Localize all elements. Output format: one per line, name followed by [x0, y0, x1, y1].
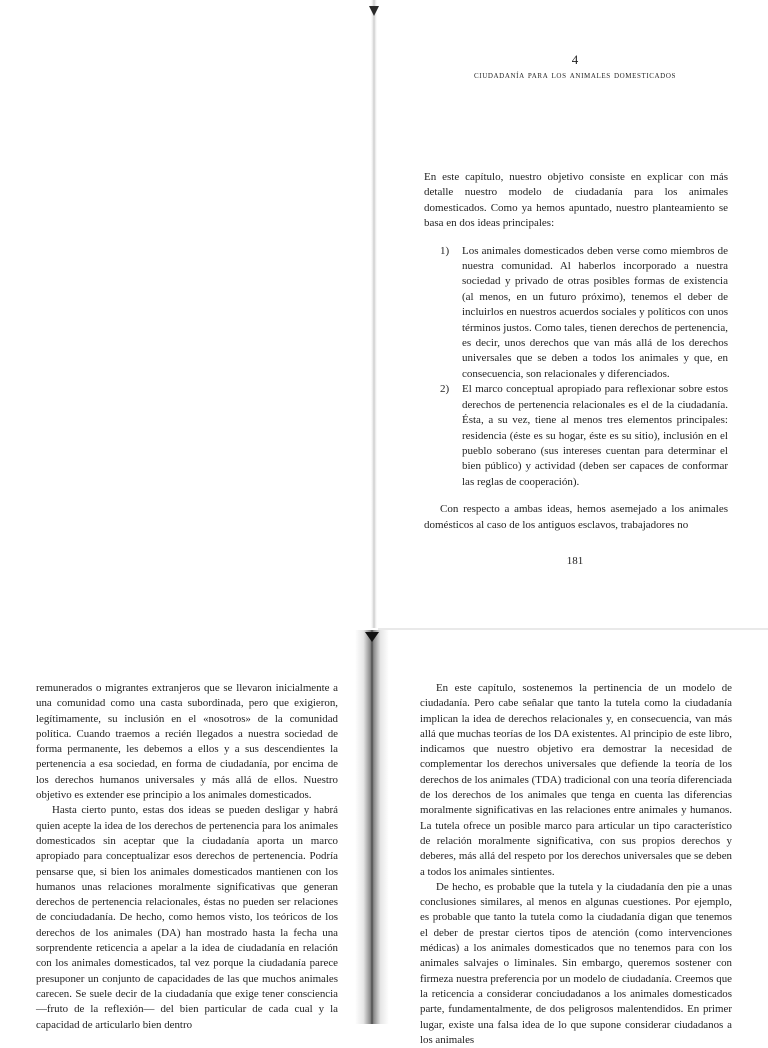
- bottom-right-page: [420, 681, 732, 1048]
- scan-page-break: [378, 628, 768, 630]
- ideas-list: [424, 244, 728, 491]
- paragraph: De hecho, es probable que la tutela y la ciudadanía den pie a unas conclusiones similares, al menos en algunas cuestiones. Por ejemplo, es probable que tanto la tutela como la ciudadanía digan que tenemos el deber de prestar ciertos tipos de atención (como intervenciones médicas) a los animales domesticados que no tenemos para con los animales salvajes o liminales. Sin embargo, queremos sostener con firmeza nuestra preferencia por un modelo de ciudadanía. Creemos que la reticencia a considerar conciudadanos a los animales domesticados parte, fundamentalmente, de dos peligrosos malentendidos. En primer lugar, existe una falsa idea de lo que supone considerar ciudadanos a los animales: [420, 880, 732, 1046]
- page-number: 181: [566, 555, 584, 567]
- closing-paragraph: Con respecto a ambas ideas, hemos asemejado a los animales domésticos al caso de los antiguos esclavos, trabajadores no: [424, 503, 728, 531]
- bottom-left-page: [36, 681, 338, 1033]
- list-item-text: El marco conceptual apropiado para reflexionar sobre estos derechos de pertenencia relacionales es el de la ciudadanía. Ésta, a su vez, tiene al menos tres elementos principales: residencia (éste es su hogar, éste es su sitio), inclusión en el pueblo soberano (sus intereses cuentan para determinar el bien público) y actividad (deben ser capaces de conformar las reglas de cooperación).: [462, 383, 728, 488]
- list-item: [440, 382, 728, 490]
- list-item: [440, 244, 728, 383]
- book-gutter-top: [371, 0, 377, 628]
- book-gutter-bottom: [355, 630, 389, 1024]
- list-item-number: 2): [440, 383, 450, 396]
- list-item-text: Los animales domesticados deben verse como miembros de nuestra comunidad. Al haberlos incorporado a nuestra sociedad y privado de otras posibles formas de existencia (al menos, en un futuro próximo), tenemos el deber de incluirlos en nuestros acuerdos sociales y políticos con unos términos justos. Como tales, tienen derechos de pertenencia, es decir, unos derechos que van más allá de los derechos universales que se deben a todos los animales y que, en consecuencia, son relacionales y diferenciados.: [462, 244, 728, 380]
- chapter-title: ciudadanía para los animales domesticados: [474, 70, 676, 81]
- list-item-number: 1): [440, 244, 450, 257]
- paragraph: remunerados o migrantes extranjeros que se llevaron inicialmente a una comunidad como una casta subordinada, pero que exigieron, legítimamente, su inclusión en el «nosotros» de la comunidad política. Cuando traemos a recién llegados a nuestra sociedad de forma permanente, les debemos a ellos y a sus descendientes la pertenencia a esa sociedad, en forma de ciudadanía, por encima de los derechos humanos universales y más allá de ellos. Nuestro objetivo es extender ese principio a los animales domesticados.: [36, 682, 338, 802]
- paragraph: En este capítulo, sostenemos la pertinencia de un modelo de ciudadanía. Pero cabe señalar que tanto la tutela como la ciudadanía implican la idea de derechos relacionales y, en consecuencia, van más allá que muchas teorías de los DA existentes. Al principio de este libro, indicamos que nuestro objetivo era demostrar la necesidad de complementar los derechos universales que defiende la teoría de los derechos de los animales (TDA) tradicional con una teoría diferenciada de los derechos de los animales que tenga en cuenta las diferencias moralmente significativas en las relaciones entre animales y humanos. La tutela ofrece un posible marco para articular un tipo característico de relación moralmente significativa, con sus propios derechos y deberes, más allá del respeto por los derechos universales que se deben a todos los animales sintientes.: [420, 682, 732, 878]
- top-page-body: [424, 170, 728, 533]
- intro-paragraph: En este capítulo, nuestro objetivo consiste en explicar con más detalle nuestro modelo de ciudadanía para los animales domesticados. Como ya hemos apuntado, nuestro planteamiento se basa en dos ideas principales:: [424, 171, 728, 230]
- chapter-number: 4: [571, 52, 579, 67]
- paragraph: Hasta cierto punto, estas dos ideas se pueden desligar y habrá quien acepte la idea de los derechos de pertenencia para los animales domesticados sin aceptar que la ciudadanía aporta un marco apropiado para conceptualizar esos derechos de pertenencia. Podría pensarse que, si bien los animales domesticados mantienen con los humanos unas relaciones moralmente significativas que generan derechos de pertenencia relacionales, éstas no pueden ser relaciones de conciudadanía. De hecho, como hemos visto, los teóricos de los derechos de los animales (DA) han mostrado hasta la fecha una sorprendente reticencia a apelar a la idea de ciudadanía en relación con los animales domesticados, tal vez porque la ciudadanía parece presuponer un conjunto de capacidades de las que muchos animales carecen. Se suele decir de la ciudadanía que exige tener consciencia —fruto de la reflexión— del bien particular de cada cual y la capacidad de articularlo bien dentro: [36, 804, 338, 1031]
